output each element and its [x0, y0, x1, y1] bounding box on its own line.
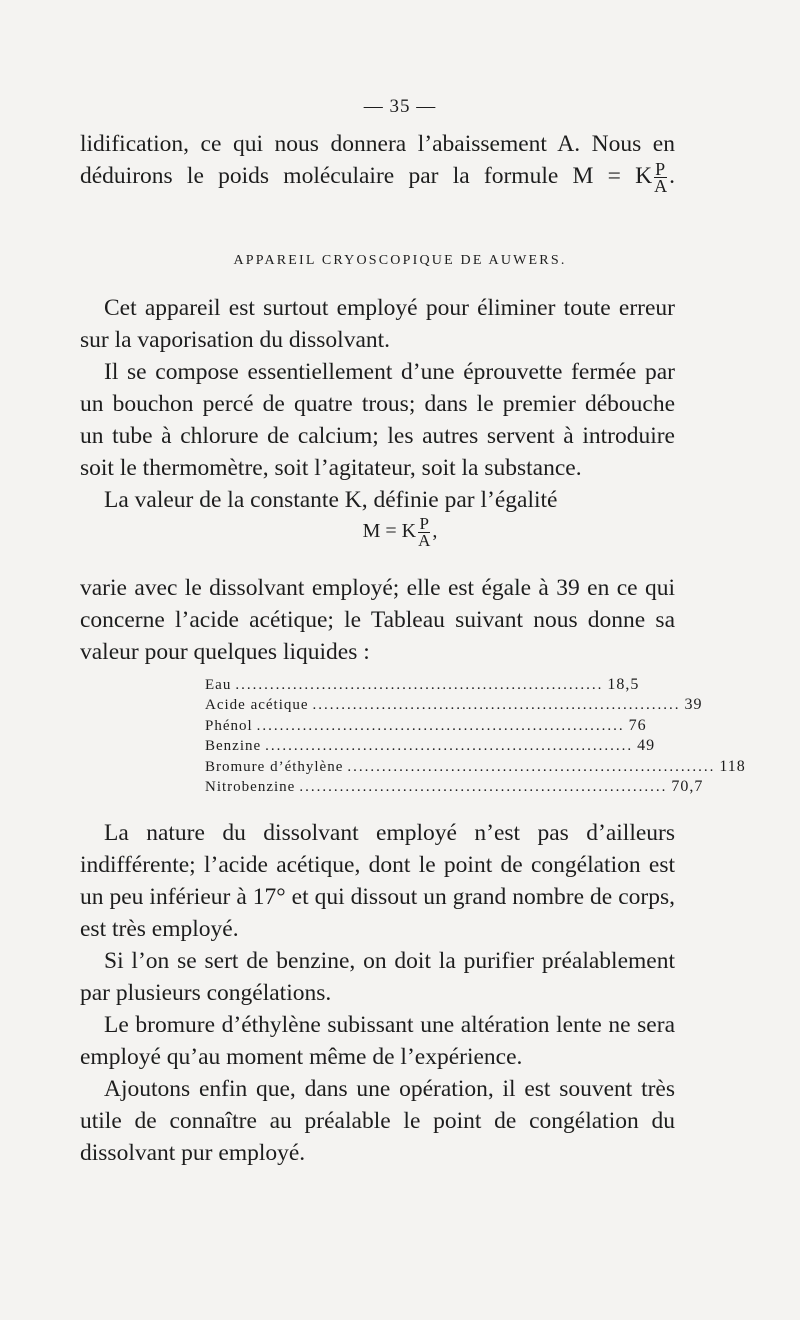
- top-paragraph: [80, 128, 675, 197]
- section-heading: APPAREIL CRYOSCOPIQUE DE AUWERS.: [233, 253, 567, 268]
- top-paragraph-text: lidification, ce qui nous donnera l’abaissement A. Nous en déduirons le poids moléculaire par la formule M = K: [80, 131, 675, 189]
- top-paragraph-end: .: [669, 163, 675, 189]
- equation-denominator: A: [418, 531, 431, 550]
- table-row: [205, 737, 656, 757]
- leader-dots: ................................................................: [312, 697, 681, 714]
- leader-dots: ................................................................: [347, 758, 716, 775]
- paragraph-4: varie avec le dissolvant employé; elle est égale à 39 en ce qui concerne l’acide acétique; le Tableau suivant nous donne sa valeur pour quelques liquides :: [80, 575, 675, 665]
- display-equation: [0, 516, 800, 549]
- leader-dots: ................................................................: [256, 717, 625, 734]
- equation-fraction: [418, 516, 430, 549]
- paragraph-6: Si l’on se sert de benzine, on doit la purifier préalablement par plusieurs congélations.: [80, 948, 675, 1006]
- body-block-3: [80, 817, 675, 1169]
- body-block-2: [80, 572, 675, 668]
- paragraph-3: La valeur de la constante K, définie par l’égalité: [104, 487, 558, 513]
- liquid-name: Nitrobenzine: [205, 778, 296, 795]
- paragraph-1: Cet appareil est surtout employé pour éliminer toute erreur sur la vaporisation du dissolvant.: [80, 295, 675, 353]
- liquid-name: Eau: [205, 677, 232, 693]
- paragraph-7: Le bromure d’éthylène subissant une altération lente ne sera employé qu’au moment même de l’expérience.: [80, 1012, 675, 1070]
- formula-fraction: [654, 159, 668, 197]
- paragraph-8: Ajoutons enfin que, dans une opération, il est souvent très utile de connaître au préalable le point de congélation du dissolvant pur employé.: [80, 1076, 675, 1166]
- constant-value: 18,5: [607, 676, 640, 693]
- equation-end: ,: [432, 520, 438, 543]
- constant-value: 70,7: [671, 777, 704, 795]
- leader-dots: ................................................................: [299, 778, 668, 795]
- constant-value: 39: [684, 696, 703, 714]
- fraction-numerator: P: [655, 159, 666, 180]
- table-row: [205, 696, 703, 716]
- leader-dots: ................................................................: [235, 677, 604, 693]
- equation-numerator: P: [419, 514, 429, 533]
- table-row: [205, 676, 640, 696]
- page-number: — 35 —: [363, 96, 437, 117]
- liquid-name: Acide acétique: [205, 697, 309, 714]
- paragraph-5: La nature du dissolvant employé n’est pas d’ailleurs indifférente; l’acide acétique, dont le point de congélation est un peu inférieur à 17° et qui dissout un grand nombre de corps, est très employé.: [80, 820, 675, 942]
- constant-value: 49: [637, 737, 656, 755]
- constant-value: 76: [628, 716, 647, 734]
- body-block-1: [80, 292, 675, 516]
- constant-value: 118: [719, 757, 746, 775]
- paragraph-2: Il se compose essentiellement d’une éprouvette fermée par un bouchon percé de quatre trous; dans le premier débouche un tube à chlorure de calcium; les autres servent à introduire soit le thermomètre, soit l’agitateur, soit la substance.: [80, 359, 675, 481]
- liquid-name: Phénol: [205, 717, 253, 734]
- leader-dots: ................................................................: [265, 738, 634, 755]
- table-row: [205, 716, 647, 737]
- equation-lhs: M = K: [362, 520, 417, 543]
- liquid-name: Bromure d’éthylène: [205, 758, 344, 775]
- table-row: [205, 757, 746, 778]
- table-row: [205, 777, 704, 798]
- liquid-name: Benzine: [205, 738, 262, 755]
- fraction-denominator: A: [654, 176, 668, 197]
- constants-table: [205, 676, 746, 798]
